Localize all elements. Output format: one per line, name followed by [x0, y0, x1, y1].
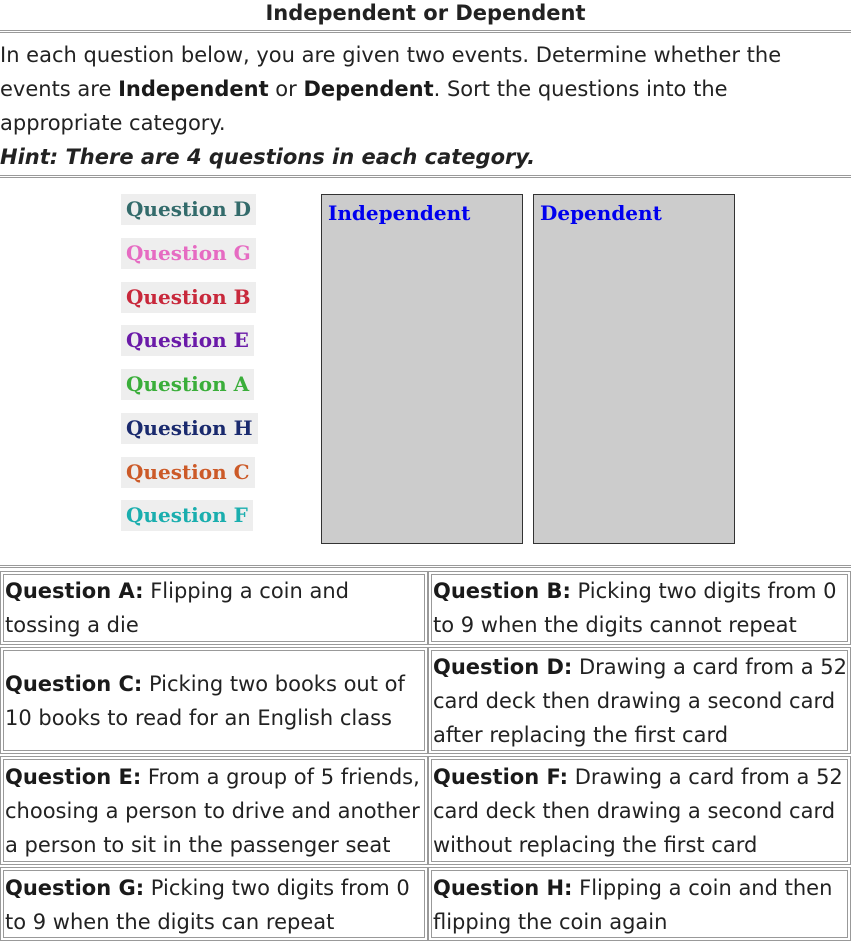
independent-drop-zone[interactable] — [321, 194, 523, 544]
question-cell-e — [0, 756, 428, 865]
draggable-question-c[interactable]: Question C — [121, 457, 255, 488]
question-text: Flipping a coin and then flipping the coin again — [433, 876, 833, 934]
instructions-dependent: Dependent — [303, 77, 434, 101]
question-label: Question C: — [5, 671, 143, 696]
dependent-bin-label: Dependent — [540, 201, 662, 225]
question-cell-h — [428, 867, 851, 941]
draggable-question-g[interactable]: Question G — [121, 238, 256, 269]
dependent-drop-zone[interactable] — [533, 194, 735, 544]
draggable-question-e[interactable]: Question E — [121, 325, 254, 356]
question-text: Drawing a card from a 52 card deck then drawing a second card after replacing the first card — [433, 654, 848, 747]
draggable-question-a[interactable]: Question A — [121, 369, 254, 400]
question-label: Question F: — [433, 764, 569, 789]
instructions-text: In each question below, you are given two events. Determine whether the events are — [0, 43, 782, 101]
instructions — [0, 38, 851, 140]
question-cell-g — [0, 867, 428, 941]
question-text: Picking two books out of 10 books to read for an English class — [5, 671, 405, 730]
hint-text: Hint: There are 4 questions in each category. — [0, 145, 536, 169]
divider — [0, 565, 851, 568]
question-cell-c — [0, 647, 428, 754]
question-cell-a — [0, 571, 428, 645]
question-label: Question H: — [433, 876, 573, 900]
question-text: Drawing a card from a 52 card deck then drawing a second card without replacing the first card — [433, 764, 843, 857]
draggable-question-h[interactable]: Question H — [121, 413, 258, 444]
question-label: Question G: — [5, 876, 145, 900]
question-cell-d — [428, 647, 851, 754]
question-cell-f — [428, 756, 851, 865]
instructions-end: . Sort the questions into the appropriate category. — [0, 77, 728, 135]
question-text: Picking two digits from 0 to 9 when the digits can repeat — [5, 876, 410, 934]
instructions-independent: Independent — [118, 77, 269, 101]
question-label: Question A: — [5, 579, 144, 603]
divider — [0, 175, 851, 178]
draggable-question-f[interactable]: Question F — [121, 500, 253, 531]
question-text: Picking two digits from 0 to 9 when the digits cannot repeat — [433, 579, 837, 637]
question-label: Question E: — [5, 764, 142, 789]
draggable-question-b[interactable]: Question B — [121, 282, 256, 313]
divider — [0, 30, 851, 33]
question-text: Flipping a coin and tossing a die — [5, 579, 350, 637]
question-label: Question B: — [433, 579, 571, 603]
draggable-question-d[interactable]: Question D — [121, 194, 256, 225]
instructions-or: or — [268, 77, 304, 101]
page-title: Independent or Dependent — [265, 1, 586, 25]
question-label: Question D: — [433, 654, 573, 679]
question-text: From a group of 5 friends, choosing a person to drive and another a person to sit in the passenger seat — [5, 764, 420, 857]
question-cell-b — [428, 571, 851, 645]
independent-bin-label: Independent — [328, 201, 471, 225]
